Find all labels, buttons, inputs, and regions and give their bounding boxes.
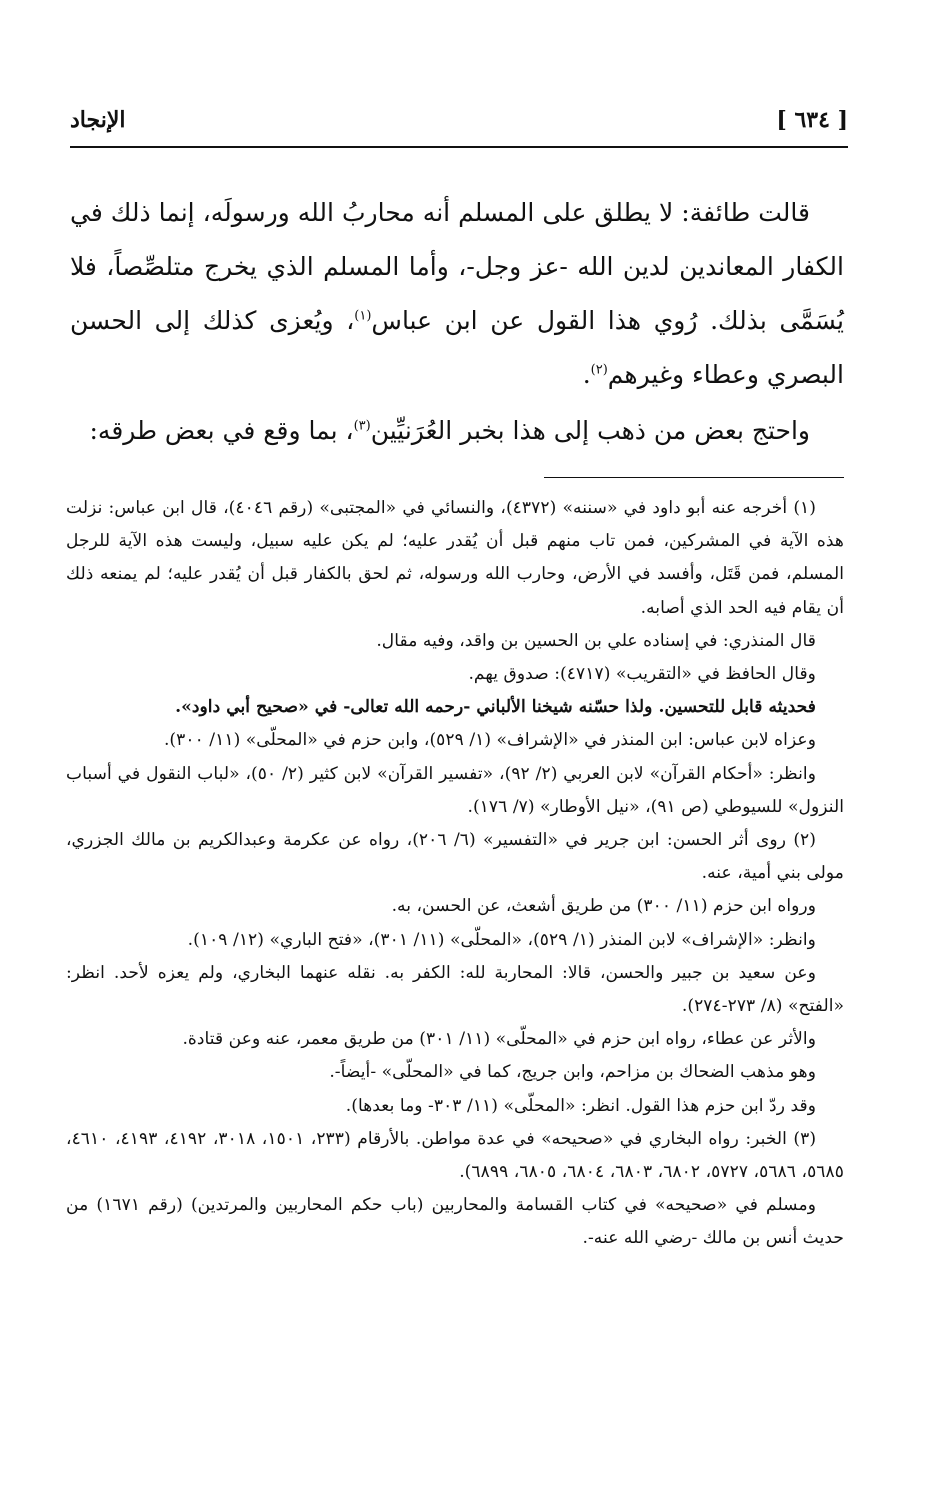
text-run: واحتج بعض من ذهب إلى هذا بخبر العُرَنيِّين [370, 416, 810, 445]
text-run: . [582, 360, 591, 389]
footnote-line: وقال الحافظ في «التقريب» (٤٧١٧): صدوق يهم. [468, 664, 816, 685]
footnote-separator [544, 477, 844, 478]
footnote-ref-2[interactable]: (٢) [590, 362, 608, 378]
footnote-ref-3[interactable]: (٣) [353, 418, 371, 434]
footnotes [66, 492, 844, 1256]
footnote-line: وقد ردّ ابن حزم هذا القول. انظر: «المحلّى» (١١/ ٣٠٣- وما بعدها). [345, 1095, 816, 1116]
text-run: قالت طائفة: لا يطلق على المسلم أنه محاربُ الله ورسولَه، إنما ذلك في الكفار المعاندين لدين الله -عز وجل-، وأما المسلم الذي يخرج متلصِّصاً، فلا يُسَمَّى بذلك. رُوي هذا القول عن ابن عباس [70, 198, 844, 335]
footnote-line: قال المنذري: في إسناده علي بن الحسين بن واقد، وفيه مقال. [376, 630, 816, 651]
footnote-line: فحديثه قابل للتحسين. ولذا حسّنه شيخنا الألباني -رحمه الله تعالى- في «صحيح أبي داود». [175, 697, 816, 718]
footnote-line: وعزاه لابن عباس: ابن المنذر في «الإشراف» (١/ ٥٢٩)، وابن حزم في «المحلّى» (١١/ ٣٠٠). [163, 730, 816, 751]
running-header [70, 100, 848, 140]
footnote-line: وانظر: «الإشراف» لابن المنذر (١/ ٥٢٩)، «المحلّى» (١١/ ٣٠١)، «فتح الباري» (١٢/ ١٠٩). [187, 929, 816, 950]
footnote-line: ورواه ابن حزم (١١/ ٣٠٠) من طريق أشعث، عن الحسن، به. [391, 896, 816, 917]
footnote-line: وانظر: «أحكام القرآن» لابن العربي (٢/ ٩٢)، «تفسير القرآن» لابن كثير (٢/ ٥٠)، «لباب النقول في أسباب النزول» للسيوطي (ص ٩١)، «نيل الأوطار» (٧/ ١٧٦). [66, 763, 844, 817]
header-rule [70, 146, 848, 148]
footnote-line: وهو مذهب الضحاك بن مزاحم، وابن جريج، كما في «المحلّى» -أيضاً-. [329, 1062, 816, 1083]
footnote-line: وعن سعيد بن جبير والحسن، قالا: المحاربة لله: الكفر به. نقله عنهما البخاري، ولم يعزه لأحد. انظر: «الفتح» (٨/ ٢٧٣-٢٧٤). [66, 962, 844, 1017]
footnote-1: (١) أخرجه عنه أبو داود في «سننه» (٤٣٧٢)، والنسائي في «المجتبى» (رقم ٤٠٤٦)، قال ابن عباس: نزلت هذه الآية في المشركين، فمن تاب منهم قبل أن يُقدر عليه؛ لم يكن عليه سبيل، وليست هذه الآية للرجل المسلم، فمن قَتَل، وأفسد في الأرض، وحارب الله ورسوله، ثم لحق بالكفار قبل أن يُقدر عليه؛ لم يمنعه ذلك أن يقام فيه الحد الذي أصابه. [66, 498, 844, 618]
running-title: الإنجاد [70, 107, 126, 133]
page-number: [ ٦٣٤ ] [776, 107, 848, 133]
footnote-ref-1[interactable]: (١) [354, 308, 372, 324]
main-text [70, 186, 844, 458]
footnote-3: (٣) الخبر: رواه البخاري في «صحيحه» في عدة مواطن. بالأرقام (٢٣٣، ١٥٠١، ٣٠١٨، ٤١٩٢، ٤١٩٣، ٤٦١٠، ٥٦٨٥، ٥٦٨٦، ٥٧٢٧، ٦٨٠٢، ٦٨٠٣، ٦٨٠٤، ٦٨٠٥، ٦٨٩٩). [66, 1128, 844, 1183]
footnote-line: والأثر عن عطاء، رواه ابن حزم في «المحلّى» (١١/ ٣٠١) من طريق معمر، عنه وعن قتادة. [182, 1029, 816, 1050]
paragraph-1 [70, 186, 844, 402]
footnote-2: (٢) روى أثر الحسن: ابن جرير في «التفسير» (٦/ ٢٠٦)، رواه عن عكرمة وعبدالكريم بن مالك الجزري، مولى بني أمية، عنه. [66, 830, 844, 884]
footnote-line: ومسلم في «صحيحه» في كتاب القسامة والمحاربين (باب حكم المحاربين والمرتدين) (رقم ١٦٧١) من حديث أنس بن مالك -رضي الله عنه-. [66, 1195, 844, 1249]
text-run: ، ويُعزى كذلك إلى الحسن البصري وعطاء وغيرهم [70, 306, 844, 389]
paragraph-2 [70, 404, 844, 458]
text-run: ، بما وقع في بعض طرقه: [89, 416, 354, 445]
